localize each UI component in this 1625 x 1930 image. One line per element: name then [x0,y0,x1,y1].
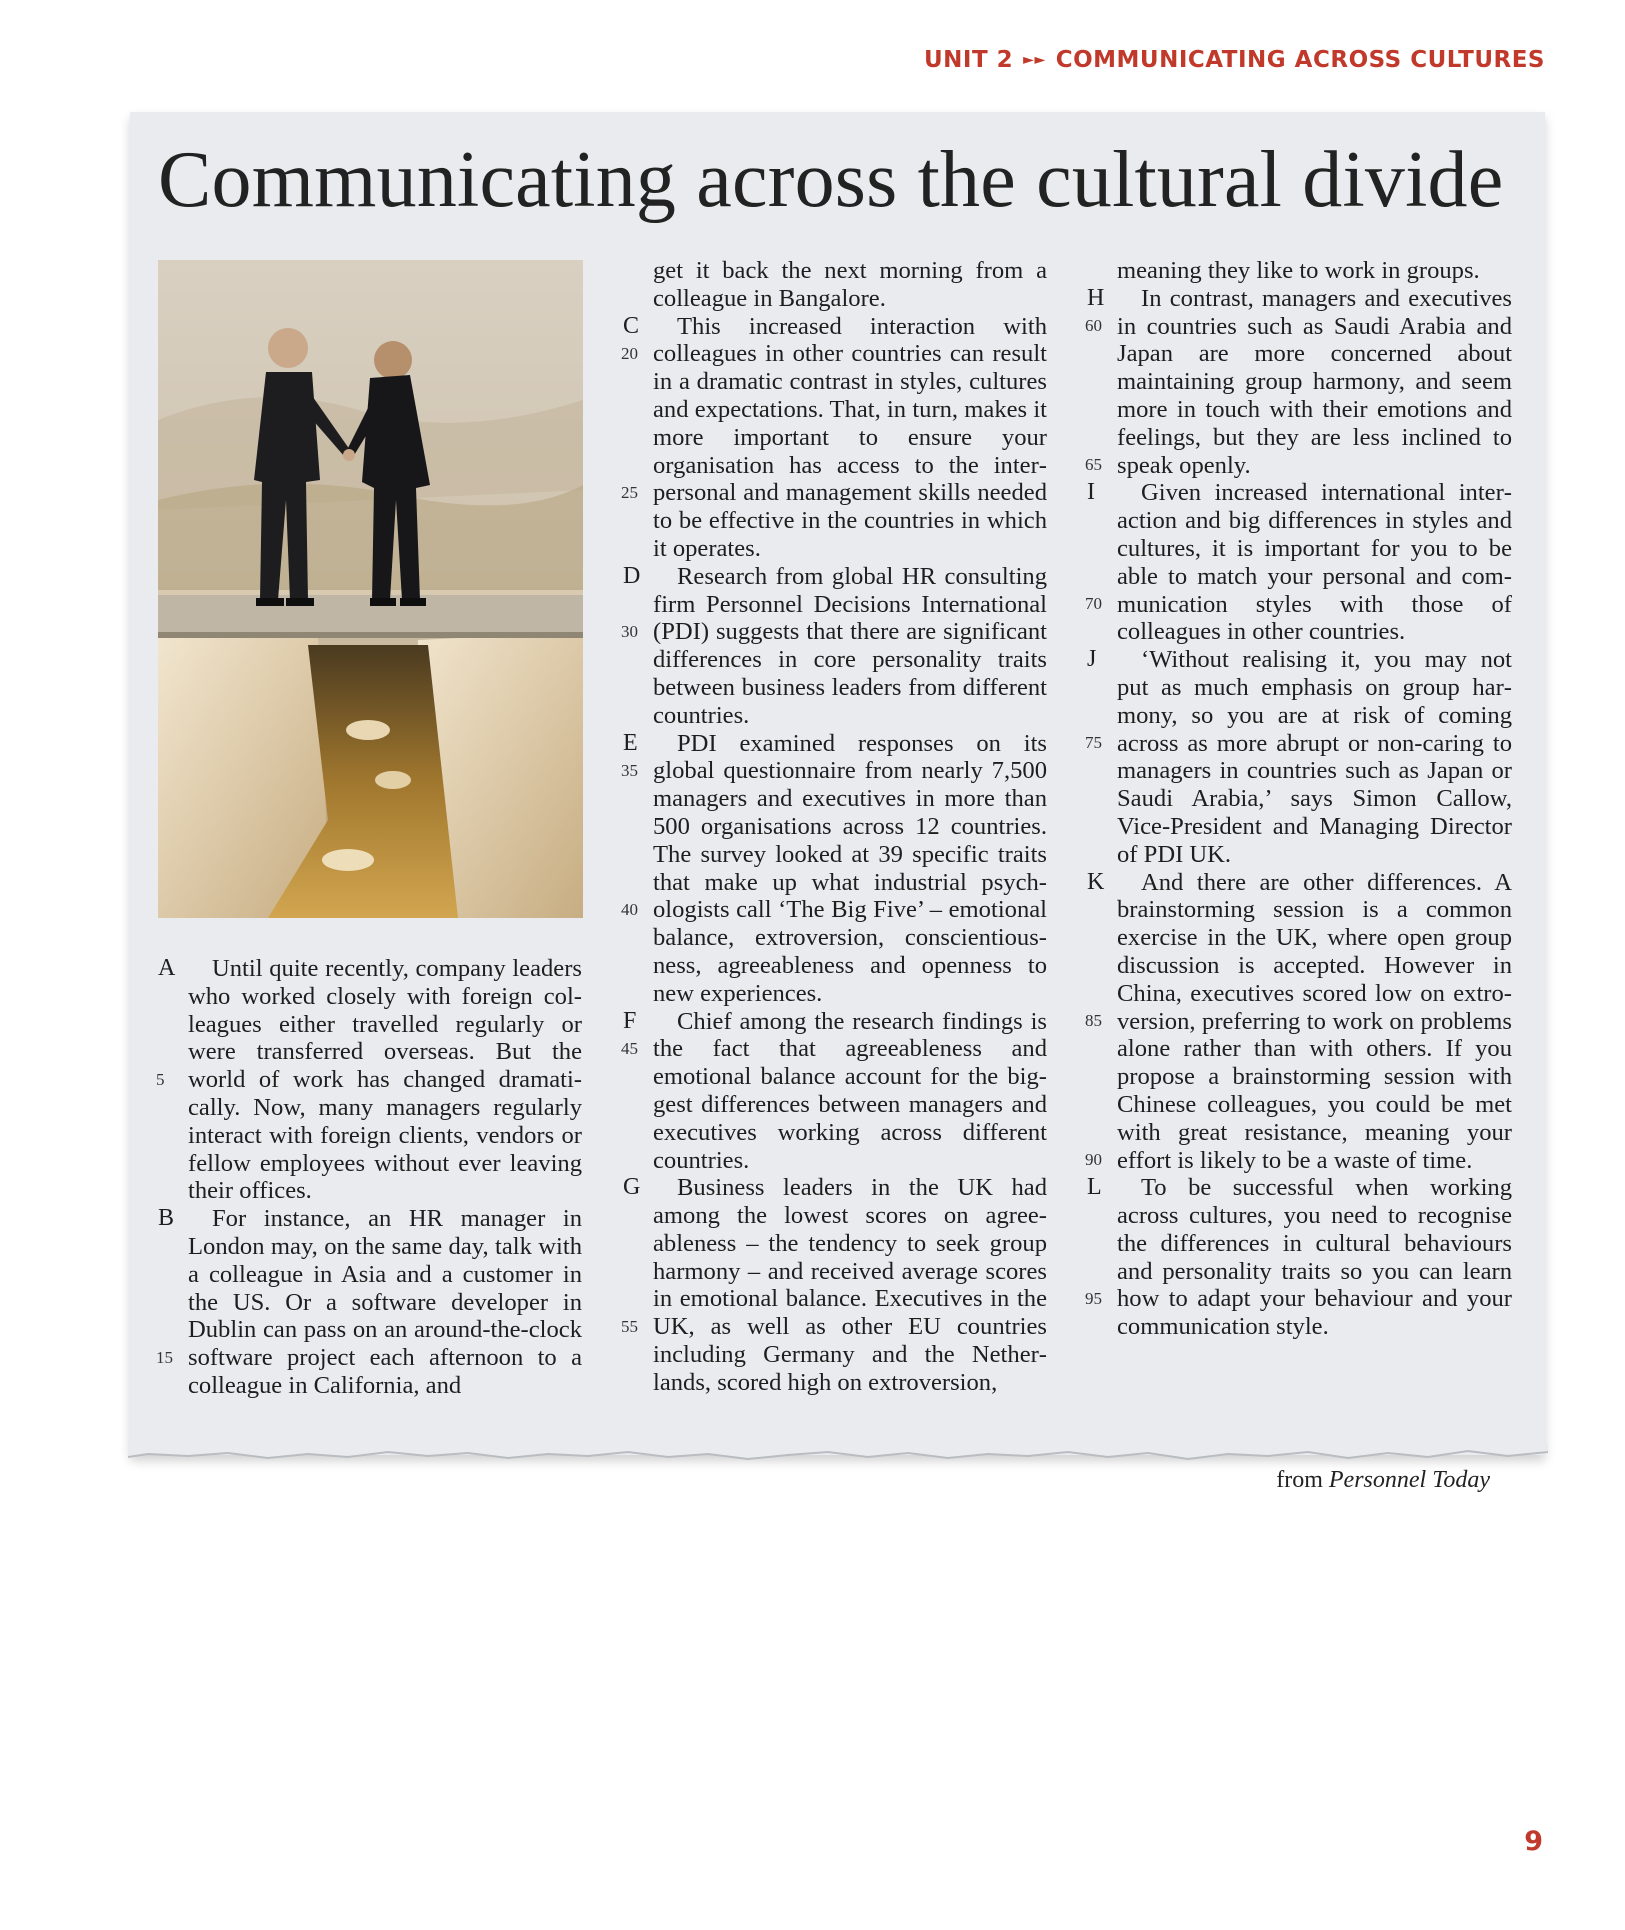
article-title: Communicating across the cultural divide [158,136,1504,224]
paragraph-letter: A [158,955,176,981]
article-column-2 [621,257,1047,1397]
paragraph-continued: meaning they like to work in groups. [1117,257,1480,284]
handshake-photo-icon [158,260,583,918]
line-number: 25 [621,483,638,502]
line-number: 45 [621,1039,638,1058]
paragraph-letter: H [1087,284,1105,311]
paragraph-C: C This increased interaction with colleagues in other countries can result in a dramatic contrast in styles, cultures and expectations. That, in turn, makes it more important to ensure your organisation has access to the interpersonal and management skills needed to be effective in the countries in which it operates. [623,312,1047,562]
paragraph-letter: E [623,729,638,756]
article-column-1 [156,955,582,1400]
line-number: 70 [1085,594,1102,613]
line-number: 65 [1085,455,1102,474]
paragraph-H: H In contrast, managers and executives in countries such as Saudi Arabia and Japan are more concerned about maintaining group harmony, and seem more in touch with their emotions and feelings, but they are less inclined to speak openly. [1087,284,1512,479]
article-column-3 [1085,257,1512,1341]
paragraph-E: E PDI examined responses on its global questionnaire from nearly 7,500 managers and executives in more than 500 organisations across 12 countries. The survey looked at 39 specific traits that make up what industrial psychologists call ‘The Big Five’ – emotional balance, extroversion, conscientiousness, agreeableness and openness to new experiences. [623,729,1047,1007]
paragraph-F: F Chief among the research findings is the fact that agreeableness and emotional balance account for the biggest differences between managers and executives working across different countries. [623,1007,1047,1174]
line-number: 75 [1085,733,1102,752]
source-prefix: from [1276,1467,1323,1493]
line-number: 55 [621,1317,638,1336]
page-number: 9 [1524,1826,1543,1857]
paragraph-letter: L [1087,1174,1102,1201]
running-head [924,47,1545,73]
line-number: 60 [1085,316,1102,335]
paragraph-letter: K [1087,868,1105,895]
paragraph-letter: J [1087,646,1097,673]
paragraph-L: L To be successful when working across cultures, you need to recognise the differences in cultural behaviours and personality traits so you can learn how to adapt your behaviour and your communication style. [1087,1174,1512,1341]
paragraph-G: G Business leaders in the UK had among the lowest scores on agreeableness – the tendency to seek group harmony – and received average scores in emotional balance. Executives in the UK, as well as other EU countries including Germany and the Netherlands, scored high on extroversion, [623,1174,1047,1396]
paragraph-letter: B [158,1205,175,1232]
line-number: 30 [621,622,638,641]
line-number: 85 [1085,1011,1102,1030]
paragraph-letter: I [1087,479,1095,506]
paragraph-I: I Given increased international interaction and big differences in styles and cultures, it is important for you to be able to match your personal and communication styles with those of colleagues in other countries. [1087,479,1512,646]
source-title: Personnel Today [1328,1467,1490,1493]
paragraph-J: J ‘Without realising it, you may not put as much emphasis on group harmony, so you are at risk of coming across as more abrupt or non-caring to managers in countries such as Japan or Saudi Arabia,’ says Simon Callow, Vice-President and Managing Director of PDI UK. [1087,646,1512,868]
section-title: COMMUNICATING ACROSS CULTURES [1055,47,1545,73]
paragraph-D: D Research from global HR consulting firm Personnel Decisions International (PDI) suggests that there are significant differences in core personality traits between business leaders from different countries. [623,562,1047,729]
paragraph-letter: C [623,312,640,339]
unit-label: UNIT 2 [923,47,1014,73]
article-source [1276,1467,1490,1494]
torn-paper-edge [128,1442,1548,1466]
line-number: 5 [156,1070,165,1089]
line-number: 90 [1085,1150,1102,1169]
paragraph-B: B For instance, an HR manager in London may, on the same day, talk with a colleague in Asia and a customer in the US. Or a software developer in Dublin can pass on an around-the-clock software project each afternoon to a colleague in California, and [158,1205,582,1399]
paragraph-continued: get it back the next morning from a colleague in Bangalore. [653,257,1047,312]
line-number: 15 [156,1348,173,1367]
line-number: 95 [1085,1289,1102,1308]
paragraph-letter: D [623,562,641,589]
line-number: 35 [621,761,638,780]
double-arrow-icon: ►► [1023,52,1046,68]
handshake-photo [158,260,583,918]
paragraph-letter: F [623,1007,637,1034]
line-number: 20 [621,344,638,363]
paragraph-K: K And there are other differences. A brainstorming session is a common exercise in the UK, where open group discussion is accepted. However in China, executives scored low on extroversion, preferring to work on problems alone rather than with others. If you propose a brainstorming session with Chinese colleagues, you could be met with great resistance, meaning your effort is likely to be a waste of time. [1087,868,1512,1174]
paragraph-A: A Until quite recently, company leaders who worked closely with foreign colleagues either travelled regularly or were transferred overseas. But the world of work has changed dramatically. Now, many managers regularly interact with foreign clients, vendors or fellow employees without ever leaving their offices. [158,955,582,1205]
line-number: 40 [621,900,638,919]
paragraph-letter: G [623,1174,641,1201]
